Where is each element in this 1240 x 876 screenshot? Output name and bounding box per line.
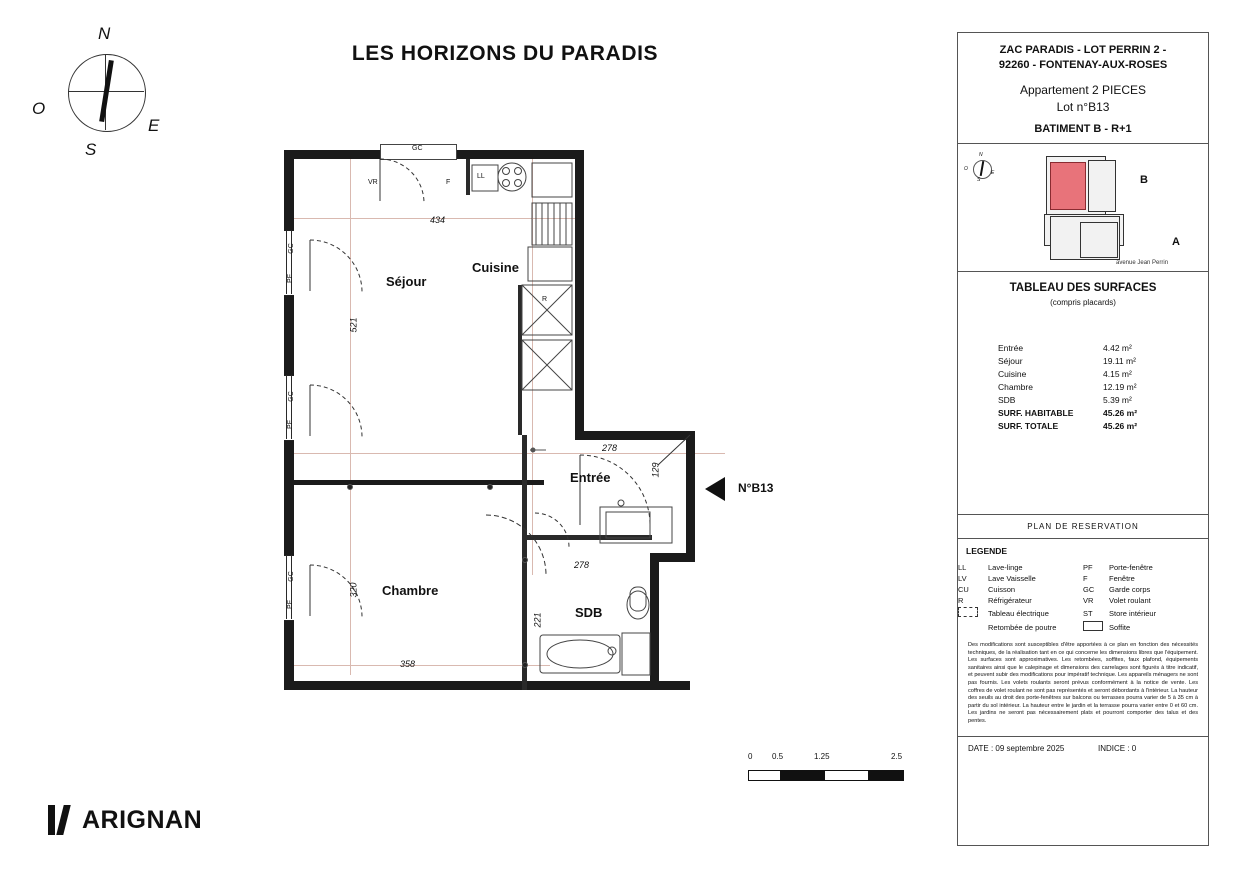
legend-code-vr: VR: [1083, 596, 1094, 605]
key-plan-street-label: avenue Jean Perrin: [1116, 260, 1169, 266]
room-label-cuisine: Cuisine: [472, 260, 519, 275]
legend-desc-vr: Volet roulant: [1109, 596, 1151, 605]
surface-value-chambre: 12.19 m²: [1103, 381, 1137, 392]
address-line-1: ZAC PARADIS - LOT PERRIN 2 -: [999, 44, 1167, 56]
address-section: [958, 33, 1208, 144]
key-plan-compass-s: S: [977, 177, 981, 183]
compass-rose: [30, 24, 170, 164]
legend-desc-gc: Garde corps: [1109, 585, 1151, 594]
dimension-chambre-width: 358: [400, 659, 416, 669]
page-title: LES HORIZONS DU PARADIS: [351, 42, 659, 65]
legend-code-pf: PF: [1083, 563, 1093, 572]
door-swings-and-fixtures: [250, 135, 750, 735]
surface-label-cuisine: Cuisine: [998, 368, 1027, 379]
key-plan-block-b2: [1088, 160, 1116, 212]
surface-value-totale: 45.26 m²: [1103, 420, 1138, 431]
legend-code-cu: CU: [958, 585, 969, 594]
key-plan-compass: [964, 152, 998, 186]
room-label-sdb: SDB: [575, 605, 603, 620]
date-label: DATE : 09 septembre 2025: [968, 743, 1065, 753]
surfaces-title: TABLEAU DES SURFACES: [1009, 282, 1157, 294]
compass-label-south: S: [85, 140, 97, 159]
indice-label: INDICE : 0: [1098, 743, 1137, 753]
surface-label-totale: SURF. TOTALE: [998, 420, 1059, 431]
floor-plan: [250, 135, 750, 735]
table-row: [958, 341, 1208, 354]
legend-desc-lv: Lave Vaisselle: [988, 574, 1036, 583]
list-item: [958, 573, 1208, 584]
legend-code-gc: GC: [1083, 585, 1095, 594]
tag-pf-1: PF: [286, 274, 294, 283]
dimension-sdb-height: 221: [532, 612, 543, 628]
table-row: [958, 367, 1208, 380]
apartment-type: Appartement 2 PIECES: [1019, 83, 1147, 97]
entry-lot-label: N°B13: [738, 481, 774, 495]
address-block: [958, 33, 1208, 73]
tag-pf-3: PF: [286, 600, 294, 609]
apartment-lot: Lot n°B13: [1056, 100, 1110, 114]
marignan-mark-icon: [48, 805, 78, 835]
surface-value-habitable: 45.26 m²: [1103, 407, 1138, 418]
room-label-sejour: Séjour: [386, 274, 427, 289]
building-label: BATIMENT B - R+1: [1034, 123, 1132, 135]
legend-code-ll: LL: [958, 563, 967, 572]
tag-r: R: [542, 296, 548, 303]
marignan-logo: [48, 805, 202, 835]
table-row: [958, 354, 1208, 367]
scale-tick-3: 2.5: [891, 752, 903, 761]
tag-gc-left-1: GC: [287, 243, 295, 254]
surface-value-entree: 4.42 m²: [1103, 342, 1132, 353]
legend-icon-beam: [958, 620, 988, 634]
dimension-sejour-width: 434: [430, 215, 446, 225]
key-plan-compass-n: N: [979, 152, 983, 158]
scale-segment-2: [780, 770, 826, 781]
room-label-entree: Entrée: [570, 470, 611, 485]
dimension-entree-width: 278: [602, 443, 618, 453]
legend-desc-st: Store intérieur: [1109, 608, 1157, 618]
scale-tick-1: 0.5: [772, 752, 784, 761]
dimension-sejour-height: 521: [348, 317, 359, 333]
date-bar: [958, 737, 1208, 770]
surface-label-sdb: SDB: [998, 394, 1016, 405]
scale-bar: [748, 752, 918, 798]
legend-code-r: R: [958, 596, 964, 605]
surface-value-cuisine: 4.15 m²: [1103, 368, 1132, 379]
list-item: [958, 620, 1208, 634]
surfaces-subtitle: (compris placards): [1050, 298, 1116, 307]
legend-desc-ll: Lave-linge: [988, 563, 1023, 572]
key-plan-label-b: B: [1140, 174, 1148, 186]
tag-gc-left-2: GC: [287, 391, 295, 402]
scale-segment-1: [748, 770, 782, 781]
room-label-chambre: Chambre: [382, 583, 439, 598]
table-row: [958, 406, 1208, 419]
surfaces-table: [958, 341, 1208, 432]
legend-desc-r: Réfrigérateur: [988, 596, 1032, 605]
tag-pf-2: PF: [286, 420, 294, 429]
legend-code-st: ST: [1083, 608, 1093, 618]
surface-value-sdb: 5.39 m²: [1103, 394, 1132, 405]
dashed-box-icon: [958, 607, 978, 617]
surface-label-sejour: Séjour: [998, 355, 1023, 366]
list-item: [958, 595, 1208, 606]
list-item: [958, 562, 1208, 573]
key-plan-block-a2: [1080, 222, 1118, 258]
list-item: [958, 606, 1208, 620]
legend-desc-f: Fenêtre: [1109, 574, 1135, 583]
scale-segment-4: [868, 770, 904, 781]
key-plan: [958, 144, 1208, 272]
tag-gc-top: GC: [412, 145, 423, 152]
legend-desc-cu: Cuisson: [988, 585, 1016, 594]
surface-value-sejour: 19.11 m²: [1103, 355, 1136, 366]
key-plan-compass-o: O: [964, 166, 968, 172]
legend-desc-soffite: Soffite: [1109, 622, 1131, 632]
table-row: [958, 380, 1208, 393]
reservation-label: PLAN DE RESERVATION: [958, 515, 1208, 539]
legal-notes: Des modifications sont susceptibles d'être apportées à ce plan en fonction des nécessités techniques, de la réalisation tant en ce qui concerne les dimensions libres que l'équipement. Les surfaces sont approximatives. Les retombées, soffites, faux plafond, équipements sanitaires ainsi que le calepinage et dimensions des carrelages sont figurés à titre indicatif, et peuvent subir des modifications pour impératif technique. Les appareils ménagers ne sont pas fournis. Les volets roulants seront prévus conformément à la notice de vente. Les coffres de volet roulant ne sont pas représentés et seront débordants à l'intérieur. La hauteur des seuils au droit des porte-fenêtres sur balcons ou terrasses pourra varier de 5 à 35 cm à partir du sol intérieur. La hauteur entre le jardin et la terrasse pourra varier entre 0 et 60 cm. Les jardins ne seront pas nécessairement plats et pourront comporter des talus et des pentes.: [968, 642, 1198, 724]
entry-arrow-icon: [705, 477, 725, 501]
legend-code-f: F: [1083, 574, 1088, 583]
legend-desc-electric: Tableau électrique: [988, 608, 1049, 618]
legend-icon-electric-panel: [958, 606, 988, 620]
compass-label-north: N: [98, 24, 111, 43]
surface-label-habitable: SURF. HABITABLE: [998, 407, 1074, 418]
legend-section: [958, 539, 1208, 737]
legend-desc-beam: Retombée de poutre: [988, 622, 1057, 632]
key-plan-highlight-b13: [1050, 162, 1086, 210]
legend-table: [958, 562, 1208, 634]
list-item: [958, 584, 1208, 595]
apartment-block: [958, 73, 1208, 116]
surface-label-entree: Entrée: [998, 342, 1024, 353]
legend-icon-soffite: [1083, 620, 1109, 634]
table-row: [958, 419, 1208, 432]
scale-tick-0: 0: [748, 752, 753, 761]
compass-label-east: E: [148, 116, 160, 135]
legend-code-lv: LV: [958, 574, 967, 583]
compass-label-west: O: [32, 99, 46, 118]
table-row: [958, 393, 1208, 406]
legend-title: LEGENDE: [966, 546, 1008, 556]
tag-f-1: F: [446, 179, 451, 186]
tag-vr-1: VR: [368, 179, 378, 186]
solid-box-icon: [1083, 621, 1103, 631]
scale-tick-2: 1.25: [814, 752, 830, 761]
legend-desc-pf: Porte-fenêtre: [1109, 563, 1153, 572]
scale-segment-3: [824, 770, 870, 781]
key-plan-label-a: A: [1172, 236, 1180, 248]
dimension-entree-height: 129: [650, 462, 661, 478]
surfaces-section: [958, 272, 1208, 515]
key-plan-compass-e: E: [991, 170, 995, 176]
marignan-wordmark: ARIGNAN: [82, 805, 203, 834]
info-panel: [957, 32, 1209, 846]
tag-gc-left-3: GC: [287, 571, 295, 582]
surface-label-chambre: Chambre: [998, 381, 1033, 392]
address-line-2: 92260 - FONTENAY-AUX-ROSES: [998, 59, 1168, 71]
dimension-chambre-height: 320: [348, 582, 359, 598]
tag-ll: LL: [477, 173, 485, 180]
dimension-sdb-width: 278: [574, 560, 590, 570]
